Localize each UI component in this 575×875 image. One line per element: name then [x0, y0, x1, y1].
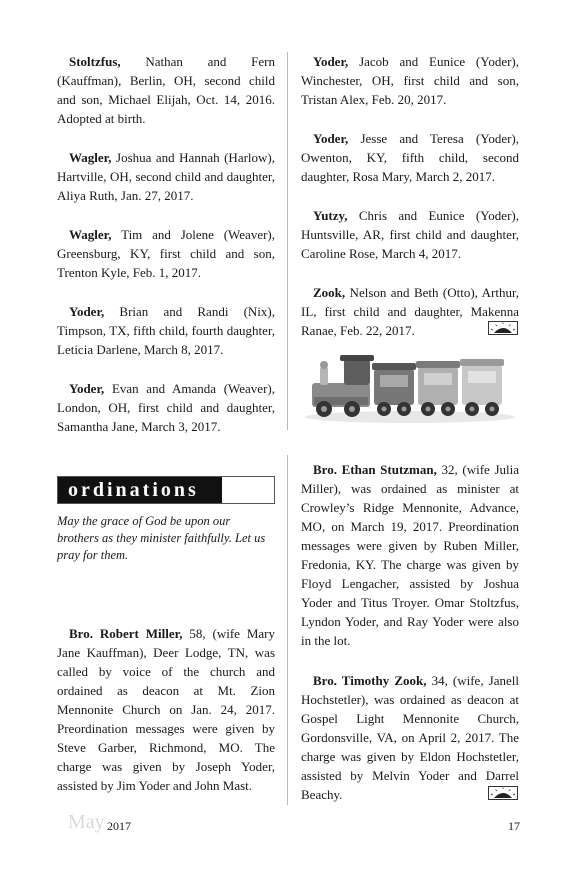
birth-entry: [57, 148, 275, 205]
entry-text: Nelson and Beth (Otto), Arthur, IL, first child and daughter, Makenna Ranae, Feb. 22, 2017.: [301, 285, 519, 338]
family-name: Stoltzfus,: [69, 54, 121, 69]
footer-year: 2017: [107, 819, 131, 833]
ordination-entry: [301, 460, 519, 650]
birth-entry: [301, 283, 519, 340]
minister-name: Bro. Timothy Zook,: [313, 673, 427, 688]
birth-entry: [301, 52, 519, 109]
entry-text: Tim and Jolene (Weaver), Greensburg, KY, first child and son, Trenton Kyle, Feb. 1, 2017.: [57, 227, 275, 280]
entry-text: Brian and Randi (Nix), Timpson, TX, fifth child, fourth daughter, Leticia Darlene, March 8, 2017.: [57, 304, 275, 357]
minister-name: Bro. Robert Miller,: [69, 626, 183, 641]
minister-name: Bro. Ethan Stutzman,: [313, 462, 437, 477]
column-divider: [287, 52, 288, 430]
family-name: Zook,: [313, 285, 346, 300]
family-name: Yoder,: [69, 304, 105, 319]
toy-train-illustration: [300, 345, 520, 425]
footer-month: May: [68, 811, 105, 833]
birth-entry: [301, 206, 519, 263]
entry-text: 32, (wife Julia Miller), was ordained as minister at Crowley’s Ridge Mennonite, Advance, MO, on March 19, 2017. Preordination messages were given by Ruben Miller, Fredonia, KY. The charge was given by Floyd Lengacher, assisted by Joshua Yoder and Titus Troyer. Omar Stoltzfus, Lyndon Yoder, and Ray Yoder were also in the lot.: [301, 462, 519, 648]
family-name: Yoder,: [313, 54, 349, 69]
family-name: Yoder,: [69, 381, 105, 396]
entry-text: Nathan and Fern (Kauffman), Berlin, OH, second child and son, Michael Elijah, Oct. 14, 2016. Adopted at birth.: [57, 54, 275, 126]
birth-entry: [301, 129, 519, 186]
family-name: Yoder,: [313, 131, 349, 146]
birth-entry: [57, 379, 275, 436]
ordination-entry: [301, 671, 519, 804]
entry-text: Jesse and Teresa (Yoder), Owenton, KY, fifth child, second daughter, Rosa Mary, March 2, 2017.: [301, 131, 519, 184]
sunrise-ornament-icon: [488, 786, 518, 800]
entry-text: Jacob and Eunice (Yoder), Winchester, OH, first child and son, Tristan Alex, Feb. 20, 2017.: [301, 54, 519, 107]
entry-text: Joshua and Hannah (Harlow), Hartville, OH, second child and daughter, Aliya Ruth, Jan. 27, 2017.: [57, 150, 275, 203]
entry-text: 34, (wife, Janell Hochstetler), was ordained as deacon at Gospel Light Mennonite Church, Gordonsville, VA, on April 2, 2017. The charge was given by Eldon Hochstetler, assisted by Melvin Yoder and Darrel Beachy.: [301, 673, 519, 802]
family-name: Wagler,: [69, 227, 112, 242]
sunrise-ornament-icon: [488, 321, 518, 335]
family-name: Wagler,: [69, 150, 112, 165]
section-heading-text: ordinations: [68, 479, 199, 501]
birth-entry: [57, 302, 275, 359]
ordination-entry: [57, 624, 275, 795]
family-name: Yutzy,: [313, 208, 348, 223]
birth-entry: [57, 225, 275, 282]
entry-text: 58, (wife Mary Jane Kauffman), Deer Lodge, TN, was called by voice of the church and ordained as deacon at Mt. Zion Mennonite Church on Jan. 24, 2017. Preordination messages were given by Steve Garber, Richmond, MO. The charge was given by Joseph Yoder, assisted by Jim Yoder and John Mast.: [57, 626, 275, 793]
column-divider: [287, 455, 288, 805]
section-verse: May the grace of God be upon our brothers as they minister faithfully. Let us pray for them.: [57, 514, 266, 562]
entry-text: Evan and Amanda (Weaver), London, OH, first child and daughter, Samantha Jane, March 3, 2017.: [57, 381, 275, 434]
section-heading: [57, 476, 275, 504]
page-number: 17: [508, 819, 520, 833]
entry-text: Chris and Eunice (Yoder), Huntsville, AR, first child and daughter, Caroline Rose, March 4, 2017.: [301, 208, 519, 261]
birth-entry: [57, 52, 275, 128]
